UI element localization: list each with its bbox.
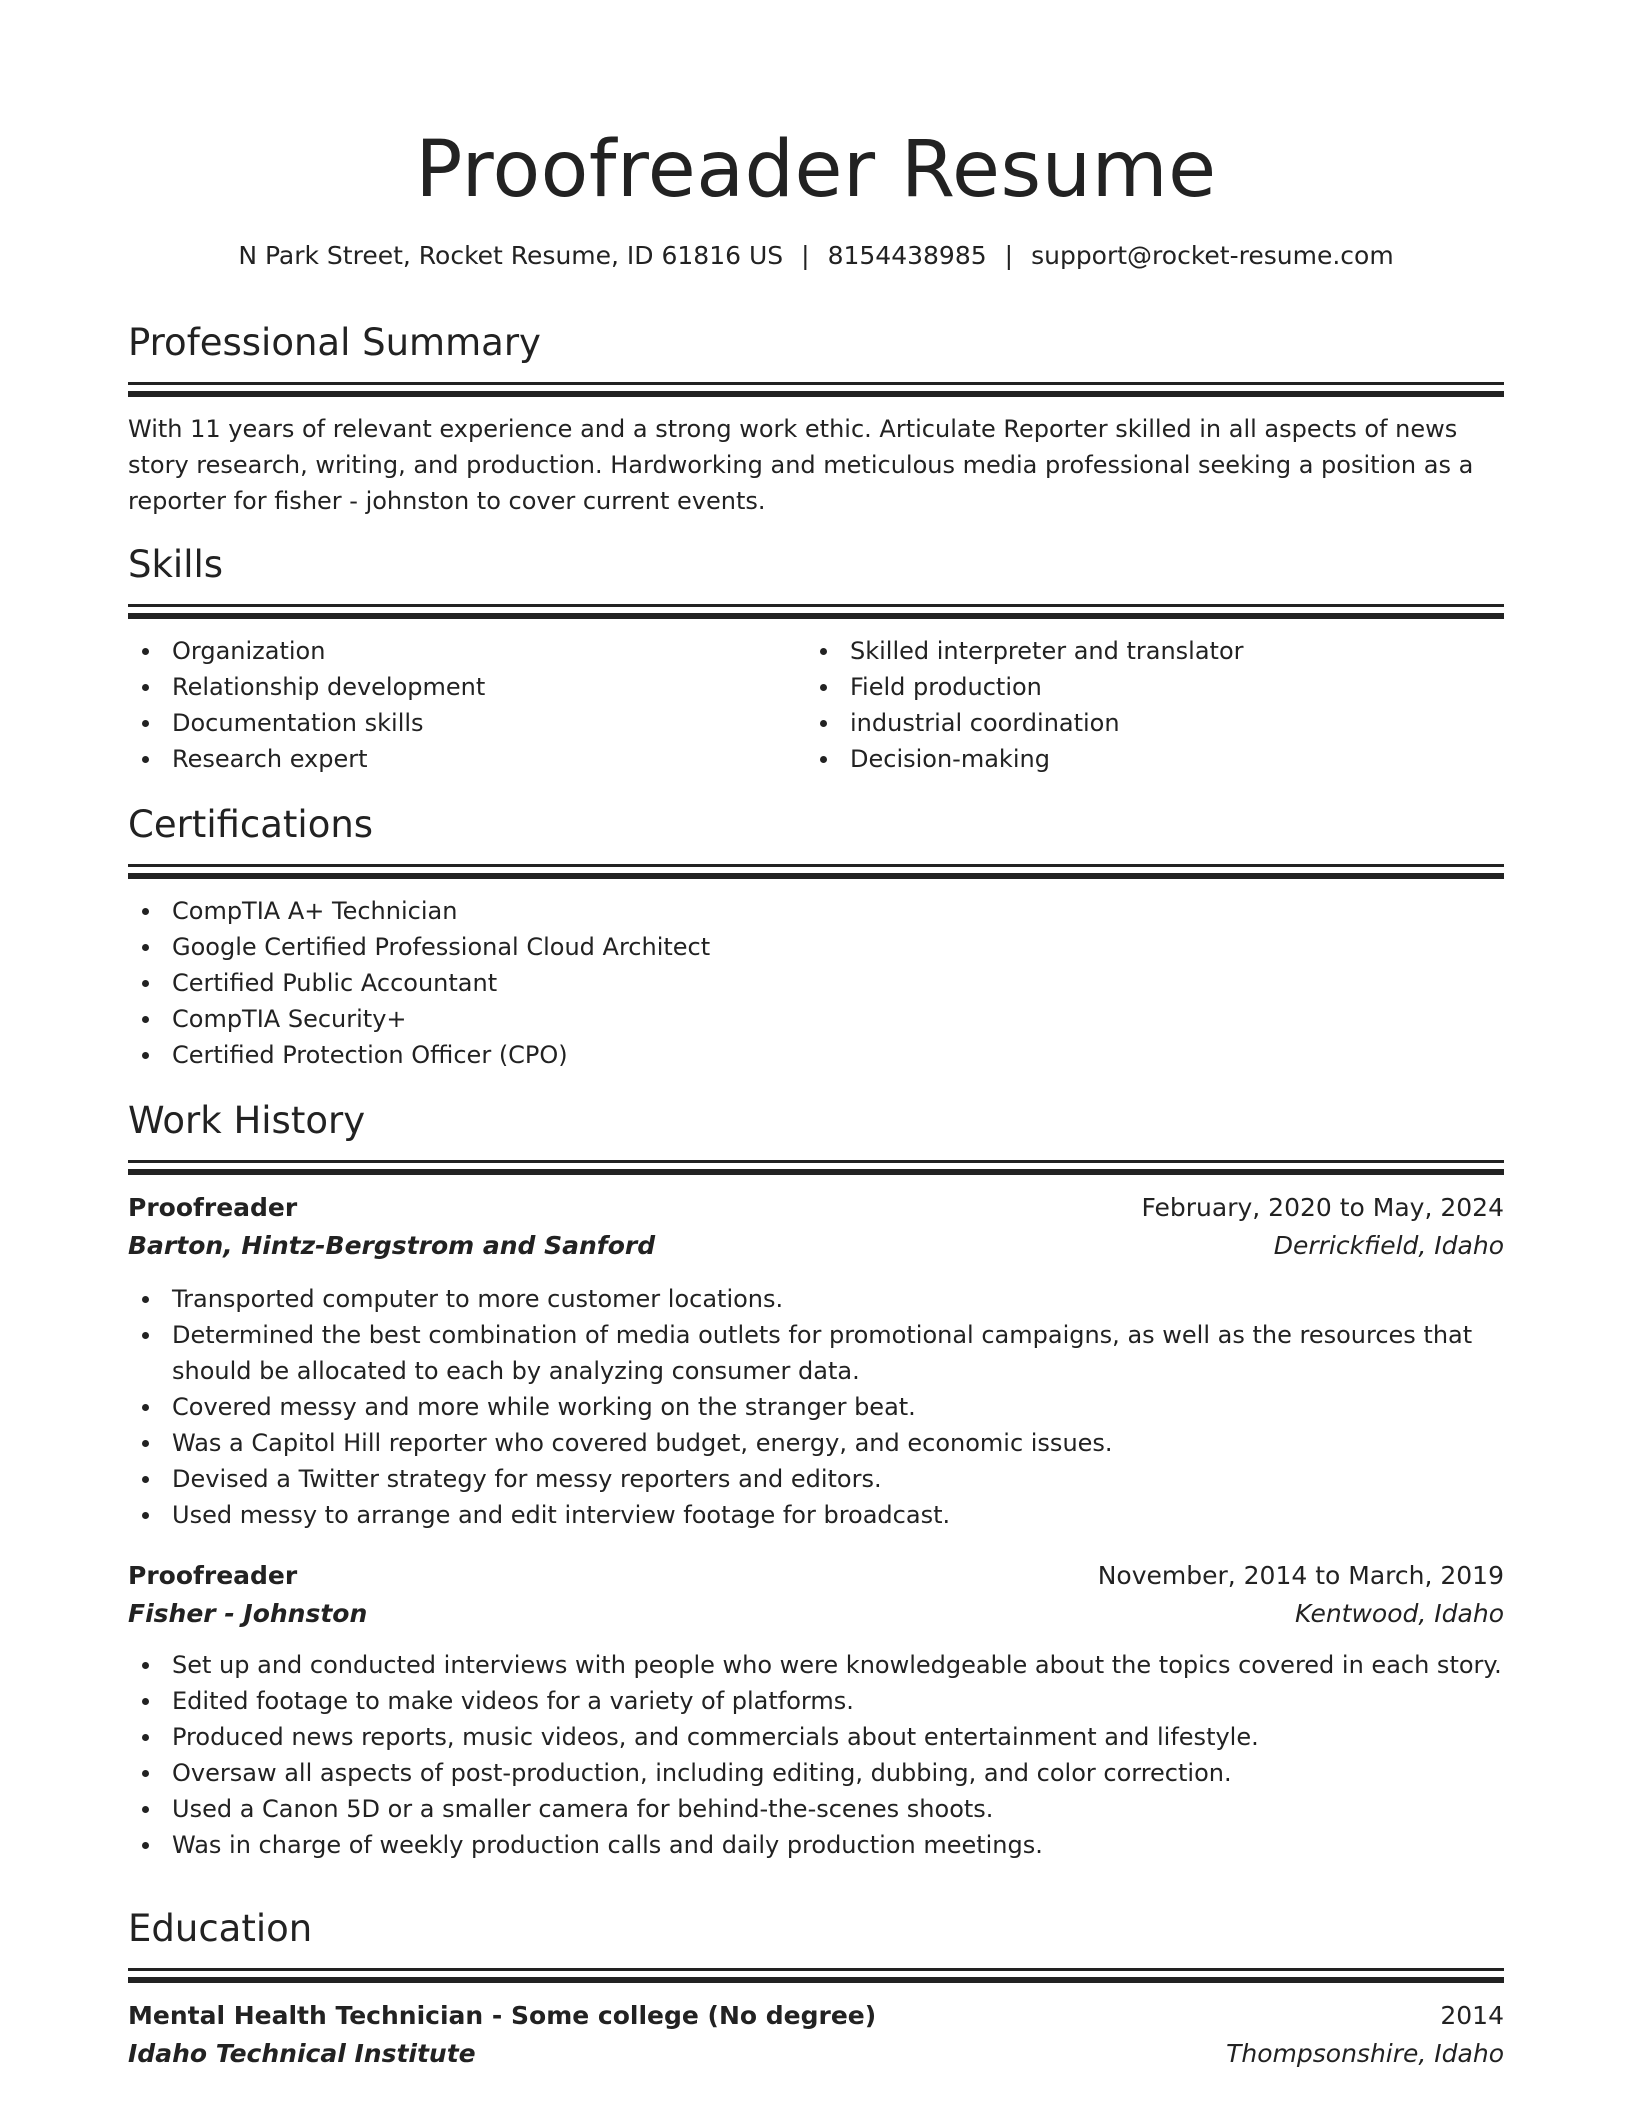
list-item: Oversaw all aspects of post-production, including editing, dubbing, and color correction. [128,1755,1504,1791]
section-title: Certifications [128,803,374,846]
job-location: Kentwood, Idaho [1294,1599,1504,1628]
list-item: Research expert [128,741,806,777]
degree: Mental Health Technician - Some college (No degree) [128,2001,877,2030]
skills-list-right [806,633,1484,777]
phone: 8154438985 [827,241,987,270]
job-dates: February, 2020 to May, 2024 [1141,1193,1504,1222]
job-location: Derrickfield, Idaho [1273,1231,1504,1260]
work-history-section [128,1096,1504,1863]
divider [128,604,1504,607]
divider [128,1169,1504,1175]
list-item: Covered messy and more while working on the stranger beat. [128,1389,1504,1425]
list-item: Decision-making [806,741,1484,777]
divider [128,1968,1504,1971]
list-item: Certified Protection Officer (CPO) [128,1037,1504,1073]
section-title: Professional Summary [128,321,541,364]
company-name: Fisher - Johnston [128,1599,368,1628]
resume-title: Proofreader Resume [415,125,1217,215]
school-name: Idaho Technical Institute [128,2039,476,2068]
section-title: Work History [128,1099,366,1142]
list-item: Used a Canon 5D or a smaller camera for behind-the-scenes shoots. [128,1791,1504,1827]
divider [128,613,1504,619]
job-title: Proofreader [128,1561,298,1590]
summary-section [128,318,1504,519]
divider [128,1160,1504,1163]
divider [128,391,1504,397]
list-item: Set up and conducted interviews with people who were knowledgeable about the topics covered in each story. [128,1647,1504,1683]
job-entry [128,1189,1504,1533]
list-item: Documentation skills [128,705,806,741]
list-item: Used messy to arrange and edit interview footage for broadcast. [128,1497,1504,1533]
education-section [128,1904,1504,2073]
list-item: Edited footage to make videos for a variety of platforms. [128,1683,1504,1719]
list-item: Field production [806,669,1484,705]
certifications-list [128,893,1504,1073]
divider [128,873,1504,879]
job-title: Proofreader [128,1193,298,1222]
list-item: Organization [128,633,806,669]
list-item: Determined the best combination of media outlets for promotional campaigns, as well as the resources that should be allocated to each by analyzing consumer data. [128,1317,1504,1389]
skills-list-left [128,633,806,777]
summary-text: With 11 years of relevant experience and a strong work ethic. Articulate Reporter skilled in all aspects of news story research, writing, and production. Hardworking and meticulous media professional seeking a position as a reporter for fisher - johnston to cover current events. [128,415,1474,515]
separator: | [1004,241,1014,270]
list-item: Certified Public Accountant [128,965,1504,1001]
list-item: Relationship development [128,669,806,705]
company-name: Barton, Hintz-Bergstrom and Sanford [128,1231,656,1260]
education-entry [128,1997,1504,2073]
list-item: CompTIA Security+ [128,1001,1504,1037]
list-item: Skilled interpreter and translator [806,633,1484,669]
email: support@rocket-resume.com [1031,241,1394,270]
divider [128,864,1504,867]
certifications-section [128,800,1504,1073]
section-title: Education [128,1907,313,1950]
list-item: Produced news reports, music videos, and commercials about entertainment and lifestyle. [128,1719,1504,1755]
list-item: Was in charge of weekly production calls and daily production meetings. [128,1827,1504,1863]
job-entry [128,1557,1504,1863]
divider [128,1977,1504,1983]
list-item: CompTIA A+ Technician [128,893,1504,929]
job-dates: November, 2014 to March, 2019 [1097,1561,1504,1590]
education-year: 2014 [1440,2001,1504,2030]
list-item: industrial coordination [806,705,1484,741]
skills-section [128,540,1504,777]
contact-line [128,238,1504,274]
list-item: Was a Capitol Hill reporter who covered budget, energy, and economic issues. [128,1425,1504,1461]
list-item: Devised a Twitter strategy for messy reporters and editors. [128,1461,1504,1497]
list-item: Transported computer to more customer locations. [128,1281,1504,1317]
job-bullets [128,1647,1504,1863]
section-title: Skills [128,543,224,586]
list-item: Google Certified Professional Cloud Architect [128,929,1504,965]
school-location: Thompsonshire, Idaho [1226,2039,1504,2068]
address: N Park Street, Rocket Resume, ID 61816 US [238,241,784,270]
job-bullets [128,1281,1504,1533]
separator: | [801,241,810,270]
divider [128,382,1504,385]
